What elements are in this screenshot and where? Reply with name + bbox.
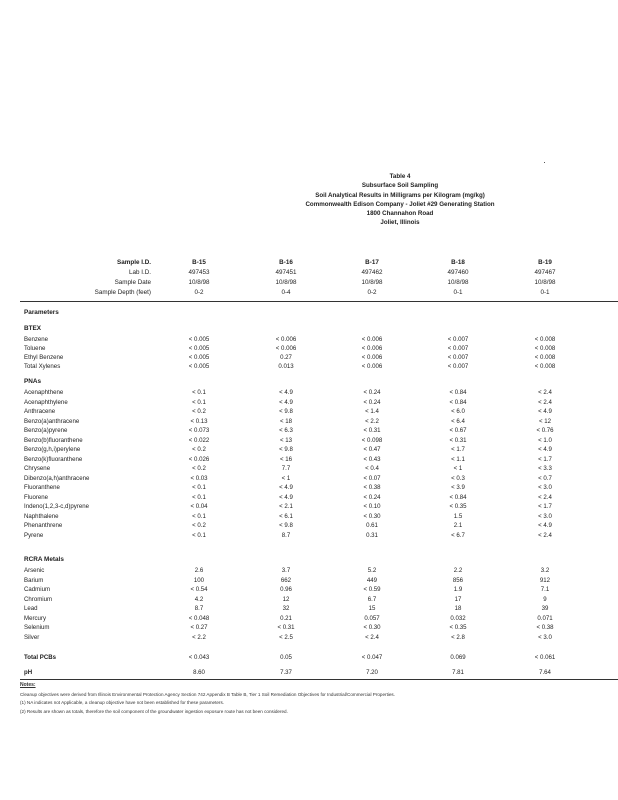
table-row: [24, 398, 618, 407]
table-cell: 7.7: [281, 465, 291, 472]
table-cell: < 2.2: [365, 417, 379, 425]
table-cell: 1.5: [453, 512, 463, 520]
table-row: [24, 576, 618, 585]
table-cell: < 13: [279, 436, 293, 444]
table-cell: < 0.59: [363, 586, 381, 593]
table-cell: < 0.2: [192, 465, 206, 472]
parameter-name: Ethyl Benzene: [24, 354, 64, 361]
table-cell: < 1.7: [451, 446, 465, 453]
table-row: [24, 417, 618, 426]
table-cell: < 0.008: [534, 336, 556, 343]
parameter-name: Lead: [24, 605, 38, 612]
table-cell: 8.60: [193, 669, 205, 676]
column-lab-id: 497467: [534, 269, 556, 276]
section-heading-pnas: PNAs: [24, 378, 42, 385]
parameter-name: Selenium: [24, 624, 50, 631]
table-cell: < 0.026: [188, 455, 210, 463]
table-cell: < 3.3: [538, 465, 552, 472]
table-row: [24, 388, 618, 397]
table-cell: < 0.048: [188, 614, 210, 622]
table-cell: < 9.8: [279, 408, 293, 415]
parameter-name: Fluorene: [24, 493, 49, 501]
parameter-name: Indeno(1,2,3-c,d)pyrene: [24, 503, 90, 510]
column-sample-date: 10/8/98: [447, 279, 469, 286]
table-cell: < 1.1: [451, 455, 465, 463]
section-heading-btex: BTEX: [24, 325, 42, 332]
table-cell: 856: [452, 576, 464, 584]
table-row: [24, 566, 618, 575]
table-cell: < 0.006: [361, 345, 383, 352]
table-cell: < 9.8: [279, 446, 293, 453]
table-cell: 2.2: [453, 567, 463, 574]
table-cell: < 2.4: [538, 531, 552, 539]
column-sample-date: 10/8/98: [188, 279, 210, 286]
city-line: Joliet, Illinois: [380, 219, 420, 227]
table-cell: < 0.061: [534, 654, 556, 661]
parameter-name: Anthracene: [24, 408, 56, 415]
table-row: [24, 344, 618, 353]
table-cell: 7.20: [366, 669, 378, 676]
table-cell: < 0.38: [363, 484, 381, 491]
parameter-name: Benzo(a)pyrene: [24, 427, 68, 434]
parameter-name: Total Xylenes: [24, 363, 61, 370]
table-cell: < 1.0: [538, 436, 552, 444]
table-cell: < 2.5: [279, 633, 293, 641]
table-cell: < 16: [279, 455, 293, 463]
table-row: [24, 407, 618, 416]
table-cell: < 0.098: [361, 436, 383, 444]
table-cell: < 9.8: [279, 522, 293, 529]
column-sample-depth: 0-4: [281, 289, 291, 296]
table-cell: < 4.9: [279, 389, 293, 396]
column-sample-id: B-16: [279, 259, 293, 266]
table-cell: < 0.005: [188, 345, 210, 352]
table-cell: < 0.008: [534, 345, 556, 352]
column-sample-depth: 0-1: [453, 289, 463, 296]
notes-heading: Notes:: [20, 682, 36, 688]
table-cell: 1.9: [453, 586, 463, 593]
table-cell: < 0.47: [363, 446, 381, 453]
table-cell: 18: [454, 605, 462, 612]
table-row: [24, 614, 618, 623]
table-cell: < 0.006: [275, 345, 297, 352]
table-cell: 449: [366, 576, 378, 584]
table-row: [24, 426, 618, 435]
table-cell: < 1: [453, 465, 463, 472]
table-cell: 17: [454, 595, 462, 603]
table-cell: 0.31: [366, 531, 378, 539]
table-cell: 100: [193, 576, 205, 584]
parameter-name: Dibenzo(a,h)anthracene: [24, 474, 90, 482]
table-row: [24, 353, 618, 362]
table-cell: < 0.31: [449, 436, 467, 444]
table-cell: 0.27: [280, 354, 292, 361]
table-cell: < 0.1: [192, 512, 206, 520]
table-cell: 912: [539, 576, 551, 584]
table-cell: 15: [368, 605, 376, 612]
table-cell: < 0.43: [363, 455, 381, 463]
parameter-name: Pyrene: [24, 531, 44, 539]
table-cell: < 0.006: [275, 336, 297, 343]
table-cell: 12: [282, 595, 290, 603]
table-cell: < 0.4: [365, 465, 379, 472]
table-cell: < 0.1: [192, 389, 206, 396]
table-cell: < 3.9: [451, 484, 465, 491]
table-cell: 0.96: [280, 586, 292, 593]
sample-date-label: Sample Date: [114, 279, 151, 286]
parameter-name: Chrysene: [24, 465, 51, 472]
table-cell: 2.1: [453, 522, 463, 529]
table-row: [24, 362, 618, 371]
column-sample-depth: 0-2: [194, 289, 204, 296]
parameter-name: Naphthalene: [24, 512, 59, 520]
table-cell: < 0.38: [536, 624, 554, 631]
table-row: [24, 483, 618, 492]
table-cell: < 0.24: [363, 398, 381, 406]
table-cell: 39: [541, 605, 549, 612]
table-cell: < 4.9: [279, 398, 293, 406]
table-cell: < 1.7: [538, 455, 552, 463]
table-cell: < 0.022: [188, 436, 210, 444]
table-cell: 7.1: [540, 586, 550, 593]
sample-depth-label: Sample Depth (feet): [94, 289, 151, 296]
table-cell: < 0.10: [363, 503, 381, 510]
table-cell: 0.21: [280, 614, 292, 622]
table-cell: < 4.9: [538, 408, 552, 415]
table-cell: 0.069: [450, 654, 466, 661]
parameter-name: Silver: [24, 633, 40, 641]
table-row: [24, 521, 618, 530]
parameter-name: Phenanthrene: [24, 522, 63, 529]
table-cell: < 0.27: [190, 624, 208, 631]
parameter-name: Fluoranthene: [24, 484, 60, 491]
table-cell: < 0.007: [447, 345, 469, 352]
table-cell: < 2.8: [451, 633, 465, 641]
table-cell: < 0.005: [188, 354, 210, 361]
column-lab-id: 497460: [447, 269, 469, 276]
table-cell: 0.071: [537, 614, 553, 622]
column-sample-depth: 0-1: [540, 289, 550, 296]
table-cell: < 0.008: [534, 354, 556, 361]
table-cell: 0.032: [450, 614, 466, 622]
table-cell: 0.057: [364, 614, 380, 622]
table-row: [24, 604, 618, 613]
table-row: [24, 474, 618, 483]
table-row: [24, 455, 618, 464]
table-cell: < 1: [281, 474, 291, 482]
table-cell: < 0.67: [449, 427, 467, 434]
table-cell: < 3.0: [538, 484, 552, 491]
table-cell: < 0.006: [361, 336, 383, 343]
table-cell: < 0.7: [538, 474, 552, 482]
table-row: [24, 464, 618, 473]
table-cell: < 0.007: [447, 354, 469, 361]
table-cell: < 0.005: [188, 363, 210, 370]
table-cell: < 0.03: [190, 474, 208, 482]
table-title: Subsurface Soil Sampling: [361, 182, 439, 190]
table-cell: 3.2: [540, 567, 550, 574]
table-cell: < 0.2: [192, 522, 206, 529]
table-cell: < 0.073: [188, 427, 210, 434]
table-cell: < 0.84: [449, 389, 467, 396]
table-notes: [20, 682, 618, 717]
header-divider: [20, 301, 618, 302]
table-cell: 3.7: [281, 567, 291, 574]
table-row: [24, 445, 618, 454]
column-sample-date: 10/8/98: [361, 279, 383, 286]
table-cell: < 0.008: [534, 363, 556, 370]
table-cell: < 3.0: [538, 633, 552, 641]
address-line: 1800 Channahon Road: [366, 210, 434, 218]
sample-id-label: Sample I.D.: [117, 259, 151, 266]
table-cell: 4.2: [194, 595, 204, 603]
table-cell: 0.05: [280, 654, 292, 661]
table-cell: 5.2: [367, 567, 377, 574]
table-cell: < 0.1: [192, 493, 206, 501]
table-row: [24, 502, 618, 511]
note-line: Cleanup objectives were derived from Illinois Environmental Protection Agency Section 742 Appendix B Table B, Tier 1 Soil Remediation Objectives for Industrial/Commercial Properties.: [20, 691, 396, 697]
table-cell: 6.7: [367, 595, 377, 603]
table-cell: < 4.9: [538, 522, 552, 529]
parameter-name: Toluene: [24, 345, 46, 352]
table-cell: < 12: [538, 417, 552, 425]
column-sample-id: B-17: [365, 259, 379, 266]
table-cell: < 6.0: [451, 408, 465, 415]
table-cell: < 2.4: [538, 493, 552, 501]
table-number: Table 4: [389, 173, 411, 180]
table-cell: < 4.9: [279, 493, 293, 501]
table-cell: 0.013: [278, 363, 294, 370]
table-cell: < 6.3: [279, 427, 293, 434]
table-cell: < 0.007: [447, 336, 469, 343]
table-cell: < 0.2: [192, 446, 206, 453]
note-line: (1) NA indicates not Applicable, a cleanup objective have not been established for these parameters.: [20, 700, 225, 705]
table-cell: < 0.1: [192, 484, 206, 491]
table-row: [24, 531, 618, 540]
parameters-heading: Parameters: [24, 309, 59, 316]
table-subtitle: Soil Analytical Results in Milligrams per Kilogram (mg/kg): [315, 191, 485, 199]
table-cell: < 6.4: [451, 417, 465, 425]
table-cell: < 2.4: [365, 633, 379, 641]
table-cell: < 4.9: [538, 446, 552, 453]
parameter-name: Mercury: [24, 614, 47, 622]
table-row: [24, 436, 618, 445]
table-cell: < 0.30: [363, 624, 381, 631]
table-cell: 9: [543, 595, 547, 603]
column-sample-id: B-18: [451, 259, 465, 266]
table-cell: < 2.4: [538, 389, 552, 396]
parameter-name: Arsenic: [24, 567, 45, 574]
parameter-name: Benzene: [24, 336, 49, 343]
table-row: [24, 595, 618, 604]
company-line: Commonwealth Edison Company - Joliet #29 Generating Station: [305, 200, 495, 208]
table-cell: < 1.7: [538, 503, 552, 510]
table-cell: < 0.24: [363, 389, 381, 396]
table-cell: < 2.1: [279, 503, 293, 510]
table-row: [24, 623, 618, 632]
table-cell: < 0.047: [361, 654, 383, 661]
table-row: [24, 653, 618, 662]
table-cell: 2.6: [194, 567, 204, 574]
table-row: [24, 633, 618, 642]
table-cell: 0.61: [366, 522, 378, 529]
table-bottom-divider: [20, 679, 618, 680]
table-cell: < 0.35: [449, 624, 467, 631]
column-sample-id: B-15: [192, 259, 206, 266]
table-cell: < 0.31: [363, 427, 381, 434]
parameter-name: Benzo(g,h,i)perylene: [24, 446, 81, 453]
table-cell: < 4.9: [279, 484, 293, 491]
table-cell: < 0.3: [451, 474, 465, 482]
table-cell: < 6.7: [451, 531, 465, 539]
table-cell: 8.7: [281, 531, 291, 539]
table-title-block: [200, 172, 600, 228]
table-cell: 8.7: [194, 605, 204, 612]
column-lab-id: 497453: [188, 269, 210, 276]
table-cell: < 0.84: [449, 398, 467, 406]
table-cell: < 0.1: [192, 398, 206, 406]
table-cell: < 1.4: [365, 408, 379, 415]
parameter-name: Acenaphthylene: [24, 398, 68, 406]
column-lab-id: 497451: [275, 269, 297, 276]
table-cell: < 0.2: [192, 408, 206, 415]
parameter-name: Benzo(b)fluoranthene: [24, 436, 83, 444]
table-cell: 7.64: [539, 669, 551, 676]
table-cell: < 0.006: [361, 363, 383, 370]
table-cell: < 0.04: [190, 503, 208, 510]
table-cell: < 0.07: [363, 474, 381, 482]
table-row: [24, 335, 618, 344]
table-cell: < 18: [279, 417, 293, 425]
table-cell: < 0.005: [188, 336, 210, 343]
table-cell: 32: [282, 605, 290, 612]
column-sample-date: 10/8/98: [275, 279, 297, 286]
column-sample-id: B-19: [538, 259, 552, 266]
parameter-name: Barium: [24, 576, 44, 584]
parameter-name: pH: [24, 669, 33, 676]
table-cell: < 0.13: [190, 417, 208, 425]
table-cell: 662: [280, 576, 292, 584]
column-lab-id: 497462: [361, 269, 383, 276]
table-cell: < 0.76: [536, 427, 554, 434]
scan-speck: [544, 162, 545, 163]
column-sample-date: 10/8/98: [534, 279, 556, 286]
table-row: [24, 493, 618, 502]
table-cell: < 0.006: [361, 354, 383, 361]
table-row: [24, 668, 618, 677]
table-cell: < 0.54: [190, 586, 208, 593]
parameter-name: Total PCBs: [24, 654, 57, 661]
note-line: (2) Results are shown as totals, therefore the soil component of the groundwater ingestion exposure route has not been considered.: [20, 708, 288, 714]
parameter-name: Acenaphthene: [24, 389, 64, 396]
column-sample-depth: 0-2: [367, 289, 377, 296]
table-cell: < 2.4: [538, 398, 552, 406]
table-cell: < 0.31: [277, 624, 295, 631]
table-cell: < 0.1: [192, 531, 206, 539]
lab-id-label: Lab I.D.: [128, 269, 151, 276]
parameter-name: Chromium: [24, 595, 53, 603]
table-cell: < 0.35: [449, 503, 467, 510]
table-cell: < 0.84: [449, 493, 467, 501]
table-cell: < 3.0: [538, 512, 552, 520]
table-cell: 7.37: [280, 669, 292, 676]
table-cell: < 6.1: [279, 512, 293, 520]
table-row: [24, 512, 618, 521]
table-cell: 7.81: [452, 669, 464, 676]
table-cell: < 0.24: [363, 493, 381, 501]
table-cell: < 2.2: [192, 633, 206, 641]
parameter-name: Cadmium: [24, 586, 51, 593]
table-row: [24, 585, 618, 594]
parameter-name: Benzo(a)anthracene: [24, 417, 80, 425]
section-heading-rcra-metals: RCRA Metals: [24, 556, 64, 563]
parameter-name: Benzo(k)fluoranthene: [24, 455, 83, 463]
table-cell: < 0.007: [447, 363, 469, 370]
table-cell: < 0.30: [363, 512, 381, 520]
table-cell: < 0.043: [188, 654, 210, 661]
